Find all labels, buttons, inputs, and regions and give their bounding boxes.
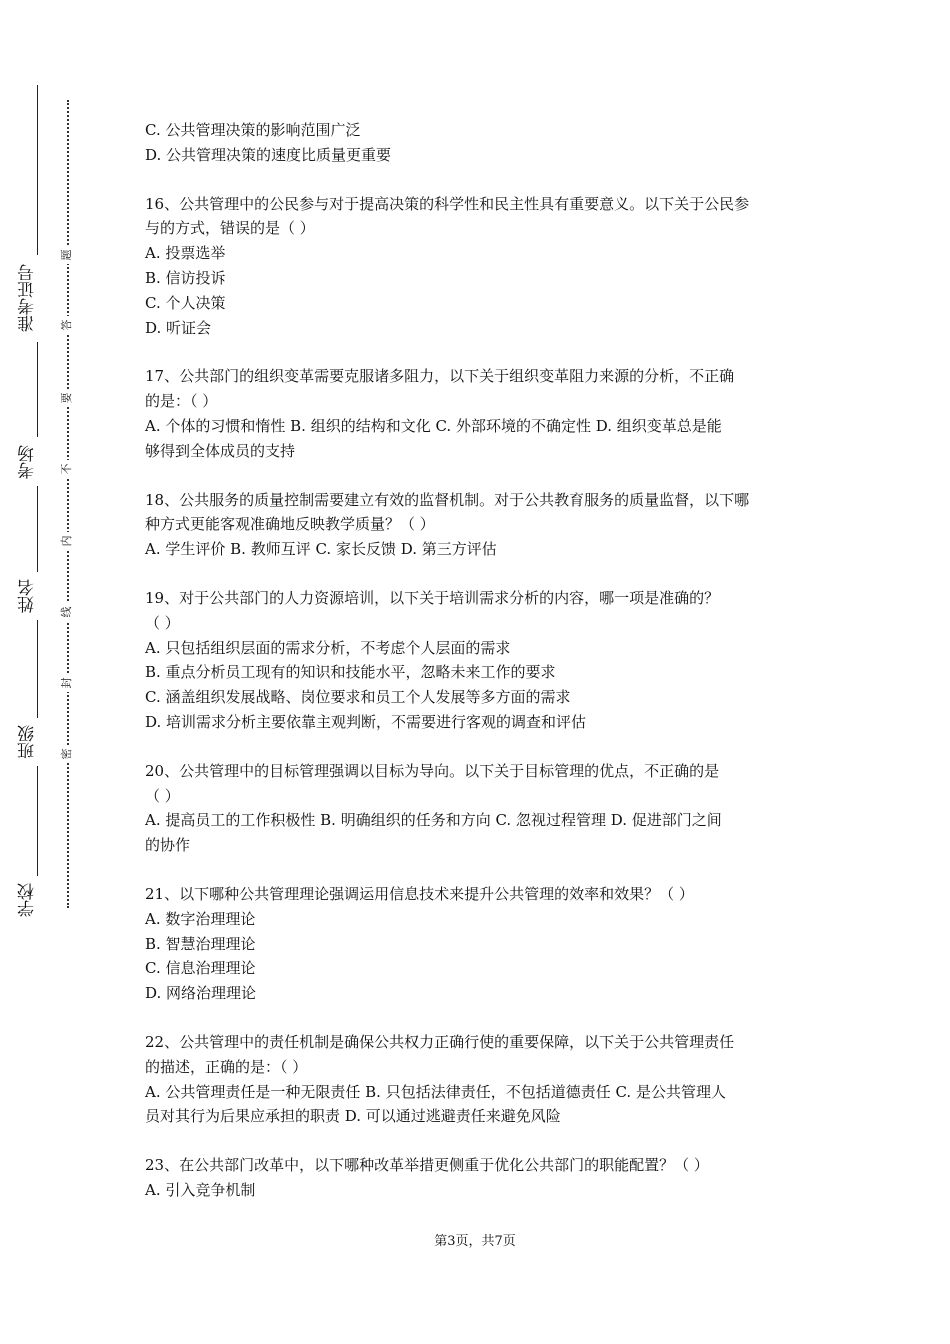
question-line: 够得到全体成员的支持 bbox=[145, 441, 296, 460]
question-line: A. 公共管理责任是一种无限责任 B. 只包括法律责任，不包括道德责任 C. 是公共管理人 bbox=[145, 1082, 726, 1101]
question-line: （ ） bbox=[145, 613, 180, 632]
question-line: （ ） bbox=[145, 786, 180, 805]
question-line: 21、以下哪种公共管理理论强调运用信息技术来提升公共管理的效率和效果？（ ） bbox=[145, 884, 694, 903]
question-block bbox=[145, 192, 810, 341]
question-block bbox=[145, 882, 810, 1006]
question-line: C. 涵盖组织发展战略、岗位要求和员工个人发展等多方面的需求 bbox=[145, 688, 571, 707]
question-line: 18、公共服务的质量控制需要建立有效的监督机制。对于公共教育服务的质量监督，以下哪 bbox=[145, 490, 750, 509]
name-label: 姓名 bbox=[18, 579, 38, 613]
seal-word: 题 bbox=[58, 246, 76, 264]
seal-dotted-line bbox=[67, 100, 69, 908]
question-line: 23、在公共部门改革中，以下哪种改革举措更侧重于优化公共部门的职能配置？（ ） bbox=[145, 1156, 709, 1175]
page-footer: 第3页，共7页 bbox=[434, 1234, 516, 1249]
exam-id-label: 准考证号 bbox=[18, 264, 38, 332]
question-line: A. 投票选举 bbox=[145, 244, 226, 263]
school-label: 学校 bbox=[18, 883, 38, 917]
question-line: 16、公共管理中的公民参与对于提高决策的科学性和民主性具有重要意义。以下关于公民参 bbox=[145, 194, 750, 213]
binding-margin bbox=[0, 0, 110, 1344]
question-line: A. 引入竞争机制 bbox=[145, 1180, 256, 1199]
question-line: A. 学生评价 B. 教师互评 C. 家长反馈 D. 第三方评估 bbox=[145, 540, 497, 559]
question-content bbox=[145, 118, 810, 1227]
question-line: 的描述，正确的是：（ ） bbox=[145, 1057, 308, 1076]
question-block bbox=[145, 586, 810, 735]
question-line: A. 提高员工的工作积极性 B. 明确组织的任务和方向 C. 忽视过程管理 D. 促进部门之间 bbox=[145, 811, 722, 830]
question-line: B. 智慧治理理论 bbox=[145, 934, 256, 953]
question-line: A. 个体的习惯和惰性 B. 组织的结构和文化 C. 外部环境的不确定性 D. 组织变革总是能 bbox=[145, 416, 722, 435]
seal-word: 不 bbox=[58, 460, 76, 478]
question-line: C. 公共管理决策的影响范围广泛 bbox=[145, 121, 361, 139]
question-line: C. 个人决策 bbox=[145, 293, 226, 312]
question-line: C. 信息治理理论 bbox=[145, 959, 256, 978]
seal-word: 线 bbox=[58, 603, 76, 621]
question-line: B. 信访投诉 bbox=[145, 268, 226, 287]
seal-word: 封 bbox=[58, 674, 76, 692]
question-line: 19、对于公共部门的人力资源培训，以下关于培训需求分析的内容，哪一项是准确的？ bbox=[145, 588, 720, 607]
question-line: 的是：（ ） bbox=[145, 392, 218, 411]
class-line bbox=[37, 620, 38, 718]
question-block bbox=[145, 488, 810, 562]
question-line: B. 重点分析员工现有的知识和技能水平，忽略未来工作的要求 bbox=[145, 663, 556, 682]
exam-room-line bbox=[37, 342, 38, 437]
question-block bbox=[145, 759, 810, 858]
question-line: D. 听证会 bbox=[145, 318, 212, 337]
question-line: D. 网络治理理论 bbox=[145, 984, 257, 1003]
seal-word: 内 bbox=[58, 532, 76, 550]
question-line: 与的方式，错误的是（ ） bbox=[145, 219, 315, 238]
question-line: 员对其行为后果应承担的职责 D. 可以通过逃避责任来避免风险 bbox=[145, 1107, 561, 1126]
question-block bbox=[145, 1030, 810, 1129]
question-block bbox=[145, 1153, 810, 1203]
exam-id-line bbox=[37, 85, 38, 255]
question-line: 20、公共管理中的目标管理强调以目标为导向。以下关于目标管理的优点，不正确的是 bbox=[145, 761, 720, 780]
question-line: 17、公共部门的组织变革需要克服诸多阻力，以下关于组织变革阻力来源的分析，不正确 bbox=[145, 367, 735, 386]
question-line: 22、公共管理中的责任机制是确保公共权力正确行使的重要保障，以下关于公共管理责任 bbox=[145, 1032, 735, 1051]
question-line: 种方式更能客观准确地反映教学质量？（ ） bbox=[145, 515, 435, 534]
question-line: D. 公共管理决策的速度比质量更重要 bbox=[145, 145, 392, 164]
question-line: 的协作 bbox=[145, 836, 191, 855]
exam-room-label: 考场 bbox=[18, 445, 38, 479]
question-line: A. 只包括组织层面的需求分析，不考虑个人层面的需求 bbox=[145, 638, 511, 657]
question-block bbox=[145, 364, 810, 463]
question-line: D. 培训需求分析主要依靠主观判断，不需要进行客观的调查和评估 bbox=[145, 712, 587, 731]
question-line: A. 数字治理理论 bbox=[145, 909, 256, 928]
seal-word: 密 bbox=[58, 745, 76, 763]
question-block bbox=[145, 118, 810, 168]
class-label: 班级 bbox=[18, 725, 38, 759]
seal-word: 答 bbox=[58, 316, 76, 334]
school-line bbox=[37, 766, 38, 876]
seal-word: 要 bbox=[58, 389, 76, 407]
name-line bbox=[37, 486, 38, 572]
